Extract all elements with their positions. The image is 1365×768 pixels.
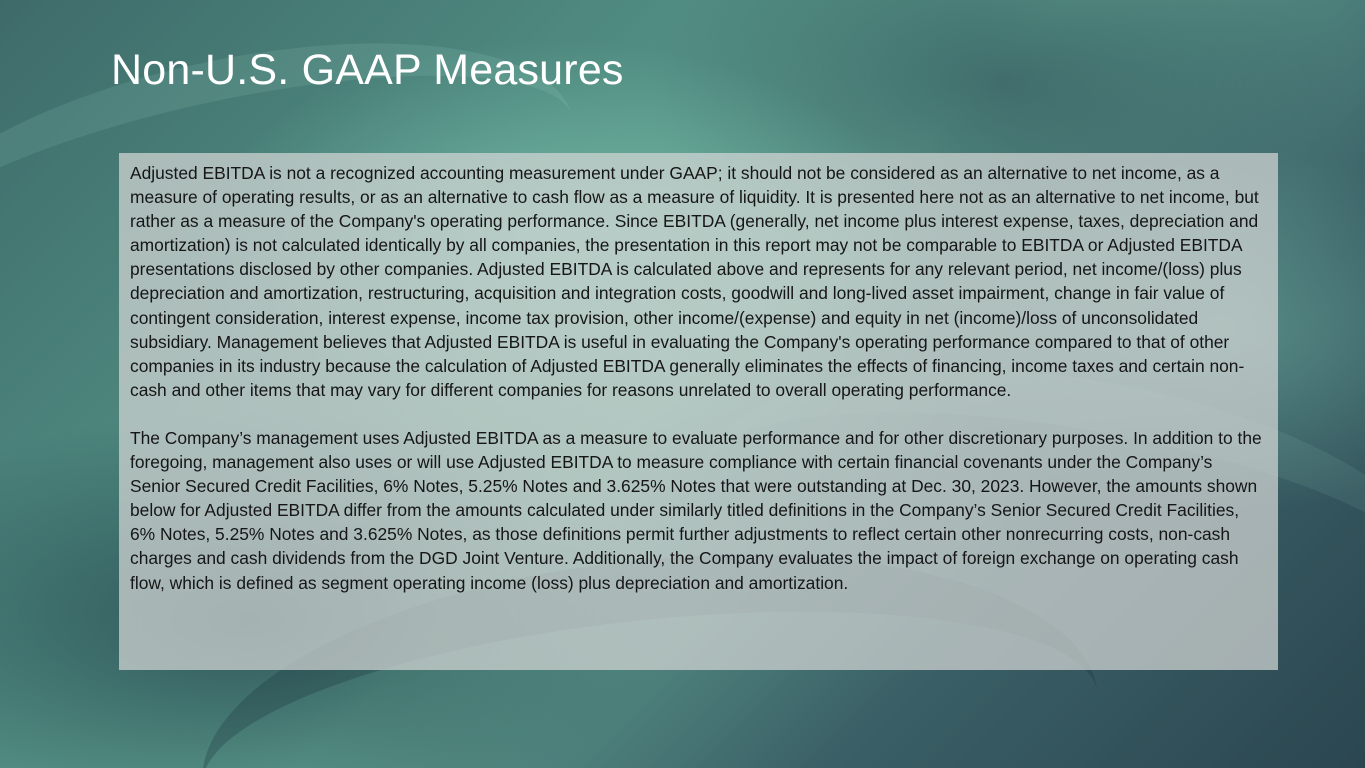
text-panel <box>119 153 1278 670</box>
paragraph-adjusted-ebitda-definition: Adjusted EBITDA is not a recognized accounting measurement under GAAP; it should not be considered as an alternative to net income, as a measure of operating results, or as an alternative to cash flow as a measure of liquidity. It is presented here not as an alternative to net income, but rather as a measure of the Company's operating performance. Since EBITDA (generally, net income plus interest expense, taxes, depreciation and amortization) is not calculated identically by all companies, the presentation in this report may not be comparable to EBITDA or Adjusted EBITDA presentations disclosed by other companies. Adjusted EBITDA is calculated above and represents for any relevant period, net income/(loss) plus depreciation and amortization, restructuring, acquisition and integration costs, goodwill and long-lived asset impairment, change in fair value of contingent consideration, interest expense, income tax provision, other income/(expense) and equity in net (income)/loss of unconsolidated subsidiary. Management believes that Adjusted EBITDA is useful in evaluating the Company's operating performance compared to that of other companies in its industry because the calculation of Adjusted EBITDA generally eliminates the effects of financing, income taxes and certain non-cash and other items that may vary for different companies for reasons unrelated to overall operating performance. <box>130 163 1259 400</box>
slide-title: Non-U.S. GAAP Measures <box>111 46 624 94</box>
paragraph-management-use: The Company’s management uses Adjusted EBITDA as a measure to evaluate performance and for other discretionary purposes. In addition to the foregoing, management also uses or will use Adjusted EBITDA to measure compliance with certain financial covenants under the Company’s Senior Secured Credit Facilities, 6% Notes, 5.25% Notes and 3.625% Notes that were outstanding at Dec. 30, 2023. However, the amounts shown below for Adjusted EBITDA differ from the amounts calculated under similarly titled definitions in the Company’s Senior Secured Credit Facilities, 6% Notes, 5.25% Notes and 3.625% Notes, as those definitions permit further adjustments to reflect certain other nonrecurring costs, non-cash charges and cash dividends from the DGD Joint Venture. Additionally, the Company evaluates the impact of foreign exchange on operating cash flow, which is defined as segment operating income (loss) plus depreciation and amortization. <box>130 427 1262 593</box>
